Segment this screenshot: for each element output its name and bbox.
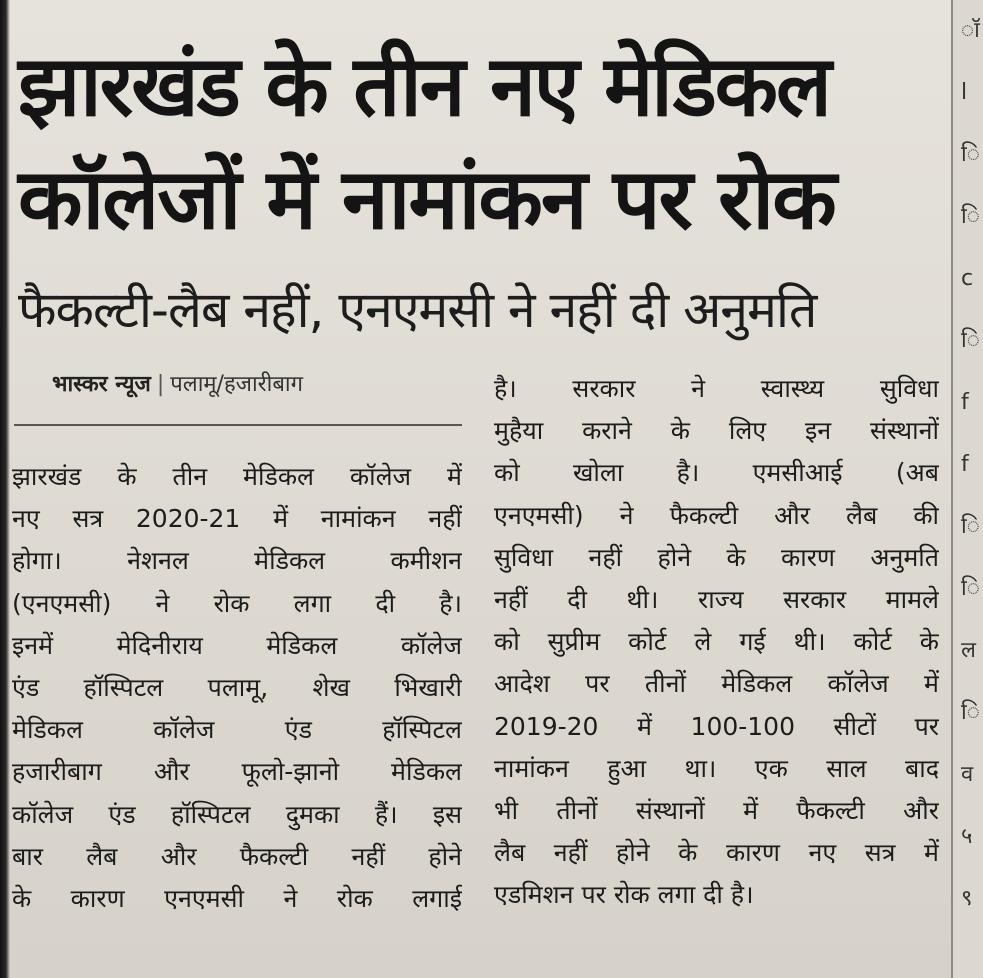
body-line: भी तीनों संस्थानों में फैकल्टी और [494,795,939,825]
body-line: झारखंड के तीन मेडिकल कॉलेज में [12,462,462,491]
adjacent-fragment: ल [961,638,976,663]
body-line: है। सरकार ने स्वास्थ्य सुविधा [494,374,939,403]
body-line: सुविधा नहीं होने के कारण अनुमति [494,542,939,572]
adjacent-fragment: ५ [961,824,973,849]
body-line: एंड हॉस्पिटल पलामू, शेख भिखारी [12,672,462,702]
subheadline: फैकल्टी-लैब नहीं, एनएमसी ने नहीं दी अनुमति [18,281,817,339]
adjacent-fragment: व [961,762,974,787]
byline-source: भास्कर न्यूज [52,372,151,397]
headline-line-1: झारखंड के तीन नए मेडिकल [18,37,830,135]
body-line: मुहैया कराने के लिए इन संस्थानों [494,416,939,446]
adjacent-fragment: ९ [961,886,973,911]
body-line: को सुप्रीम कोर्ट ले गई थी। कोर्ट के [494,627,939,657]
body-line: एडमिशन पर रोक लगा दी है। [494,880,754,910]
body-line: लैब नहीं होने के कारण नए सत्र में [494,838,939,868]
adjacent-fragment: ि [961,142,980,167]
body-line: बार लैब और फैकल्टी नहीं होने [12,841,462,871]
body-line: मेडिकल कॉलेज एंड हॉस्पिटल [12,715,462,745]
adjacent-fragment: ि [961,576,980,601]
body-column-left [12,456,462,920]
body-line: कॉलेज एंड हॉस्पिटल दुमका हैं। इस [12,799,462,829]
body-line: (एनएमसी) ने रोक लगा दी है। [12,588,462,618]
adjacent-fragment: ि [961,514,980,539]
adjacent-fragment: ॉ [961,18,980,43]
body-line: नहीं दी थी। राज्य सरकार मामले [494,584,939,614]
adjacent-fragment: ि [961,700,980,725]
adjacent-fragment: ि [961,204,980,229]
byline [52,368,303,402]
body-line: के कारण एनएमसी ने रोक लगाई [12,883,462,913]
headline-line-2: कॉलेजों में नामांकन पर रोक [18,150,835,248]
adjacent-article-edge [951,0,983,978]
body-line: एनएमसी) ने फैकल्टी और लैब की [494,500,939,530]
body-line: 2019-20 में 100-100 सीटों पर [494,711,939,741]
byline-rule [14,424,462,426]
body-line: होगा। नेशनल मेडिकल कमीशन [12,546,462,576]
byline-location: पलामू/हजारीबाग [170,372,304,397]
body-line: इनमें मेदिनीराय मेडिकल कॉलेज [12,630,462,660]
adjacent-fragment: ि [961,328,980,353]
body-line: को खोला है। एमसीआई (अब [494,458,939,488]
body-column-right [494,368,939,916]
byline-separator: | [156,372,165,397]
adjacent-fragment: c [961,266,974,291]
adjacent-fragment: l [961,80,968,105]
page-left-shadow [0,0,10,978]
body-line: नामांकन हुआ था। एक साल बाद [494,753,939,783]
body-line: नए सत्र 2020-21 में नामांकन नहीं [12,504,462,534]
adjacent-fragment: f [961,390,969,415]
body-line: हजारीबाग और फूलो-झानो मेडिकल [12,757,462,787]
adjacent-fragment: f [961,452,969,477]
body-line: आदेश पर तीनों मेडिकल कॉलेज में [494,669,939,699]
